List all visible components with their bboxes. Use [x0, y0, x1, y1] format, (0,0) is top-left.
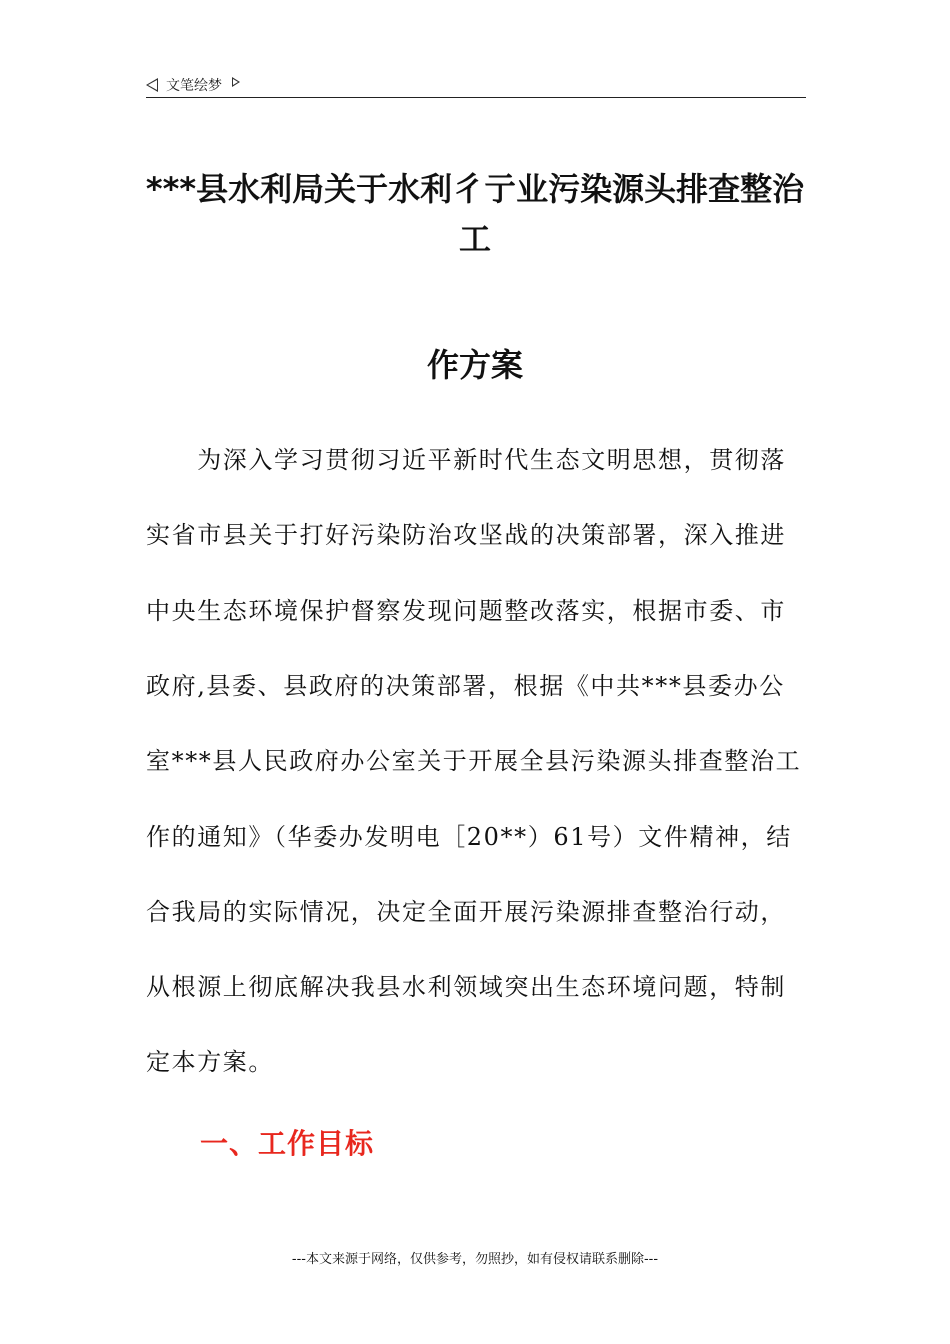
body-line: 定本方案。	[146, 1048, 274, 1076]
body-line: 中央生态环境保护督察发现问题整改落实，根据市委、市	[146, 597, 786, 625]
triangle-left-icon	[146, 78, 158, 92]
body-line: 室***县人民政府办公室关于开展全县污染源头排查整治工	[146, 747, 802, 775]
header-label: 文笔绘梦	[166, 78, 222, 94]
header-divider	[146, 97, 806, 98]
body-line: 政府,县委、县政府的决策部署，根据《中共***县委办公	[146, 672, 785, 700]
body-line: 合我局的实际情况，决定全面开展污染源排查整治行动，	[146, 898, 786, 926]
body-line: 从根源上彻底解决我县水利领域突出生态环境问题，特制	[146, 973, 786, 1001]
body-line: 实省市县关于打好污染防治攻坚战的决策部署，深入推进	[146, 521, 786, 549]
page-header	[146, 72, 240, 98]
document-title-line-3: 作方案	[426, 346, 523, 384]
document-title-line-2: 工	[458, 220, 491, 258]
document-title-line-1: ***县水利局关于水利彳亍业污染源头排查整治	[145, 170, 805, 208]
body-line: 为深入学习贯彻习近平新时代生态文明思想，贯彻落	[146, 446, 786, 474]
body-line: 作的通知》（华委办发明电［20**）61号）文件精神，结	[146, 823, 792, 851]
triangle-right-icon	[232, 77, 240, 87]
section-heading: 一、工作目标	[200, 1127, 375, 1160]
footer-disclaimer: ---本文来源于网络，仅供参考，勿照抄，如有侵权请联系删除---	[291, 1252, 659, 1267]
